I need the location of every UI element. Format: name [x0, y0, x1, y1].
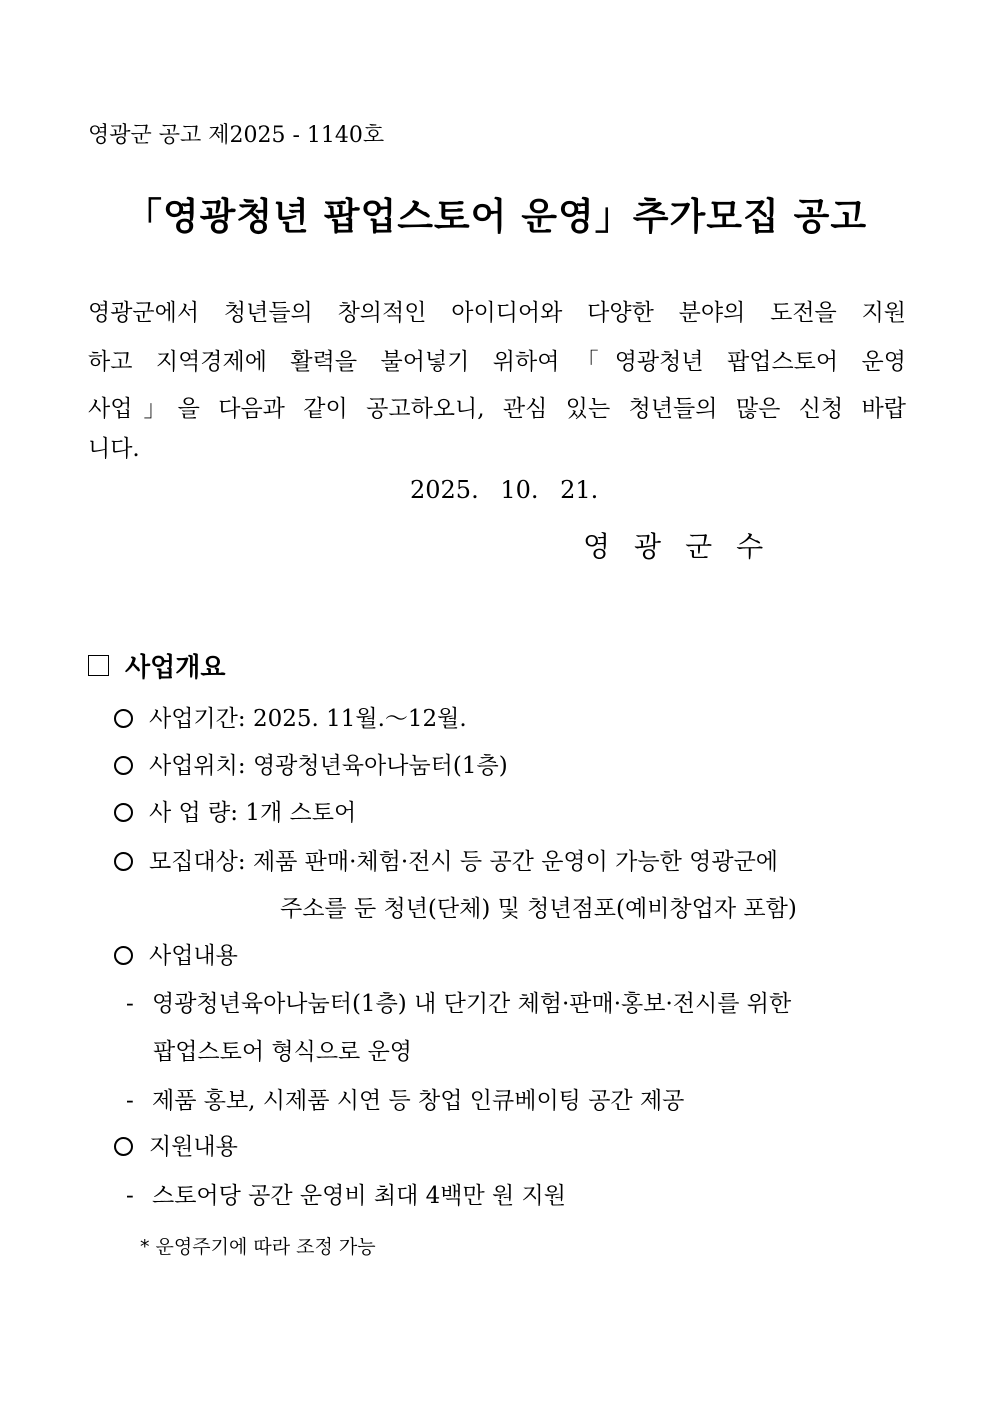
body-text-line: 하고 지역경제에 활력을 불어넣기 위하여「영광청년 팝업스토어 운영 [88, 349, 906, 375]
square-icon [88, 655, 109, 676]
list-item-continuation: 주소를 둔 청년(단체) 및 청년점포(예비창업자 포함) [280, 896, 797, 922]
notice-date: 2025. 10. 21. [410, 476, 599, 504]
page-title: 「영광청년 팝업스토어 운영」추가모집 공고 [124, 195, 868, 238]
section-title: 사업개요 [125, 653, 226, 683]
body-text-line: 영광군에서 청년들의 창의적인 아이디어와 다양한 분야의 도전을 지원 [88, 300, 906, 326]
list-item: 지원내용 [114, 1128, 238, 1161]
dash-item: - 스토어당 공간 운영비 최대 4백만 원 지원 [126, 1183, 566, 1209]
circle-bullet-icon [114, 946, 133, 965]
section-heading [88, 647, 225, 684]
dash-item: - 제품 홍보, 시제품 시연 등 창업 인큐베이팅 공간 제공 [126, 1088, 685, 1114]
body-text-line: 사업」을 다음과 같이 공고하오니, 관심 있는 청년들의 많은 신청 바랍 [88, 396, 906, 422]
dash-item-continuation: 팝업스토어 형식으로 운영 [153, 1039, 413, 1065]
dash-icon: - [126, 991, 134, 1017]
dash-icon: - [126, 1183, 134, 1209]
body-text-line: 니다. [88, 436, 140, 462]
signatory: 영광군수 [583, 530, 788, 563]
circle-bullet-icon [114, 803, 133, 822]
list-item: 모집대상: 제품 판매·체험·전시 등 공간 운영이 가능한 영광군에 [114, 843, 778, 876]
list-item: 사업내용 [114, 937, 238, 970]
dash-icon: - [126, 1088, 134, 1114]
dash-item: - 영광청년육아나눔터(1층) 내 단기간 체험·판매·홍보·전시를 위한 [126, 991, 792, 1017]
circle-bullet-icon [114, 852, 133, 871]
circle-bullet-icon [114, 756, 133, 775]
circle-bullet-icon [114, 709, 133, 728]
list-item: 사 업 량: 1개 스토어 [114, 794, 356, 827]
notice-number: 영광군 공고 제2025 - 1140호 [88, 123, 385, 148]
list-item: 사업위치: 영광청년육아나눔터(1층) [114, 747, 508, 780]
list-item: 사업기간: 2025. 11월.～12월. [114, 700, 467, 733]
circle-bullet-icon [114, 1137, 133, 1156]
footnote: * 운영주기에 따라 조정 가능 [140, 1236, 376, 1258]
